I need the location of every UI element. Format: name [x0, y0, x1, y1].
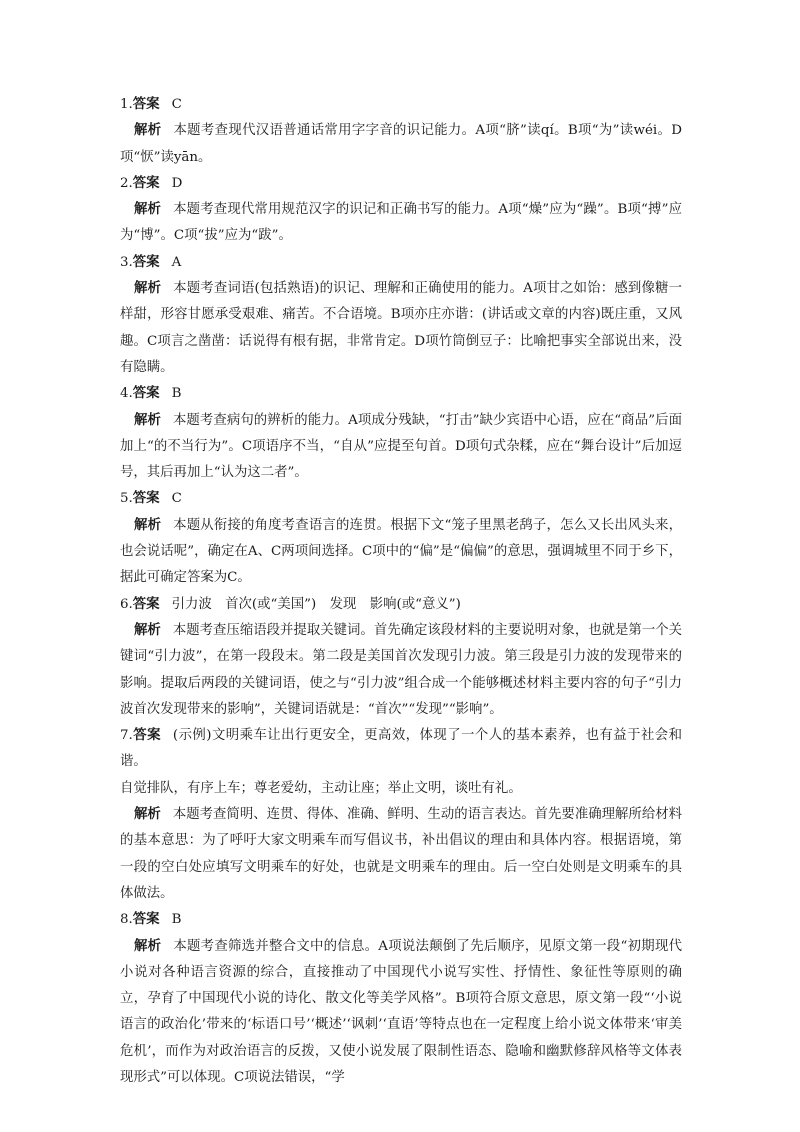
answer-label: 答案	[132, 254, 160, 270]
answer-document	[120, 92, 682, 1091]
analysis-text: 本题考查压缩语段并提取关键词。首先确定该段材料的主要说明对象，也就是第一个关键词“引力波”，在第一段段末。第二段是美国首次发现引力波。第三段是引力波的发现带来的影响。提取后两段的关键词语，使之与“引力波”组合成一个能够概述材料主要内容的句子“引力波首次发现带来的影响”，关键词语就是：“首次”“发现”“影响”。	[120, 622, 683, 717]
answer-line	[120, 486, 682, 512]
question-number: 3.	[120, 254, 133, 270]
question-number: 4.	[120, 386, 133, 402]
analysis-label: 解析	[134, 202, 162, 218]
question-number: 7.	[120, 728, 133, 744]
answer-label: 答案	[132, 728, 161, 744]
analysis-paragraph	[120, 276, 682, 381]
analysis-label: 解析	[134, 123, 162, 139]
analysis-paragraph	[120, 618, 682, 723]
analysis-label: 解析	[134, 938, 162, 954]
analysis-text: 本题考查现代汉语普通话常用字字音的识记能力。A项“脐”读qí。B项“为”读wéi。D项“恹”读yān。	[120, 123, 682, 165]
answer-line	[120, 171, 682, 197]
answer-line	[120, 250, 682, 276]
answer-label: 答案	[132, 97, 160, 112]
answer-value: 引力波 首次(或“美国”) 发现 影响(或“意义”)	[171, 596, 461, 612]
analysis-label: 解析	[134, 517, 162, 533]
analysis-paragraph	[120, 513, 682, 592]
answer-label: 答案	[132, 596, 160, 612]
answer-label: 答案	[132, 175, 160, 191]
question-number: 8.	[120, 912, 133, 928]
analysis-label: 解析	[134, 412, 161, 428]
analysis-label: 解析	[134, 622, 161, 638]
analysis-text: 本题考查现代常用规范汉字的识记和正确书写的能力。A项“燥”应为“躁”。B项“搏”应为“博”。C项“拔”应为“跋”。	[120, 202, 682, 244]
question-number: 5.	[120, 491, 133, 507]
analysis-text: 本题考查筛选并整合文中的信息。A项说法颠倒了先后顺序，见原文第一段“初期现代小说对各种语言资源的综合，直接推动了中国现代小说写实性、抒情性、象征性等原则的确立，孕育了中国现代小说的诗化、散文化等美学风格”。B项符合原文意思，原文第一段“‘小说语言的政治化’带来的‘标语口号’‘概述’‘讽刺’‘直语’等特点也在一定程度上给小说文体带来‘审美危机’，而作为对政治语言的反拨，又使小说发展了限制性语态、隐喻和幽默修辞风格等文体表现形式”可以体现。C项说法错误，“学	[120, 938, 682, 1085]
analysis-paragraph	[120, 934, 682, 1092]
analysis-text: 本题考查词语(包括熟语)的识记、理解和正确使用的能力。A项甘之如饴：感到像糖一样甜，形容甘愿承受艰难、痛苦。不合语境。B项亦庄亦谐：(讲话或文章的内容)既庄重，又风趣。C项言之凿凿：话说得有根有据，非常肯定。D项竹筒倒豆子：比喻把事实全部说出来，没有隐瞒。	[120, 281, 682, 375]
analysis-label: 解析	[134, 807, 161, 823]
answer-value: A	[171, 254, 182, 270]
analysis-paragraph	[120, 802, 682, 907]
answer-value: D	[171, 175, 183, 191]
analysis-text: 本题考查病句的辨析的能力。A项成分残缺，“打击”缺少宾语中心语，应在“商品”后面加上“的不当行为”。C项语序不当，“自从”应提至句首。D项句式杂糅，应在“舞台设计”后加逗号，其后再加上“认为这二者”。	[120, 412, 682, 481]
answer-value: (示例)文明乘车让出行更安全，更高效，体现了一个人的基本素养，也有益于社会和谐。	[120, 728, 683, 770]
answer-line	[120, 592, 682, 618]
answer-value: B	[171, 912, 182, 928]
answer-extra-line: 自觉排队，有序上车；尊老爱幼，主动让座；举止文明，谈吐有礼。	[120, 780, 522, 796]
answer-label: 答案	[132, 386, 160, 402]
analysis-text: 本题考查简明、连贯、得体、准确、鲜明、生动的语言表达。首先要准确理解所给材料的基本意思：为了呼吁大家文明乘车而写倡议书，补出倡议的理由和具体内容。根据语境，第一段的空白处应填写文明乘车的好处，也就是文明乘车的理由。后一空白处则是文明乘车的具体做法。	[120, 807, 683, 901]
answer-value: B	[171, 386, 182, 402]
question-number: 2.	[120, 175, 133, 191]
question-number: 1.	[120, 97, 133, 112]
answer-label: 答案	[132, 912, 160, 928]
answer-line	[120, 907, 682, 933]
answer-value: C	[171, 97, 182, 112]
question-number: 6.	[120, 596, 133, 612]
answer-value: C	[171, 491, 182, 507]
analysis-label: 解析	[134, 281, 162, 297]
analysis-paragraph	[120, 408, 682, 487]
answer-line	[120, 381, 682, 407]
analysis-text: 本题从衔接的角度考查语言的连贯。根据下文“笼子里黑老鸹子，怎么又长出风头来，也会说话呢”，确定在A、C两项间选择。C项中的“偏”是“偏偏”的意思，强调城里不同于乡下，据此可确定答案为C。	[120, 517, 683, 586]
analysis-paragraph	[120, 197, 682, 250]
analysis-paragraph	[120, 118, 682, 171]
answer-line	[120, 723, 682, 776]
answer-line	[120, 92, 682, 118]
answer-label: 答案	[132, 491, 160, 507]
